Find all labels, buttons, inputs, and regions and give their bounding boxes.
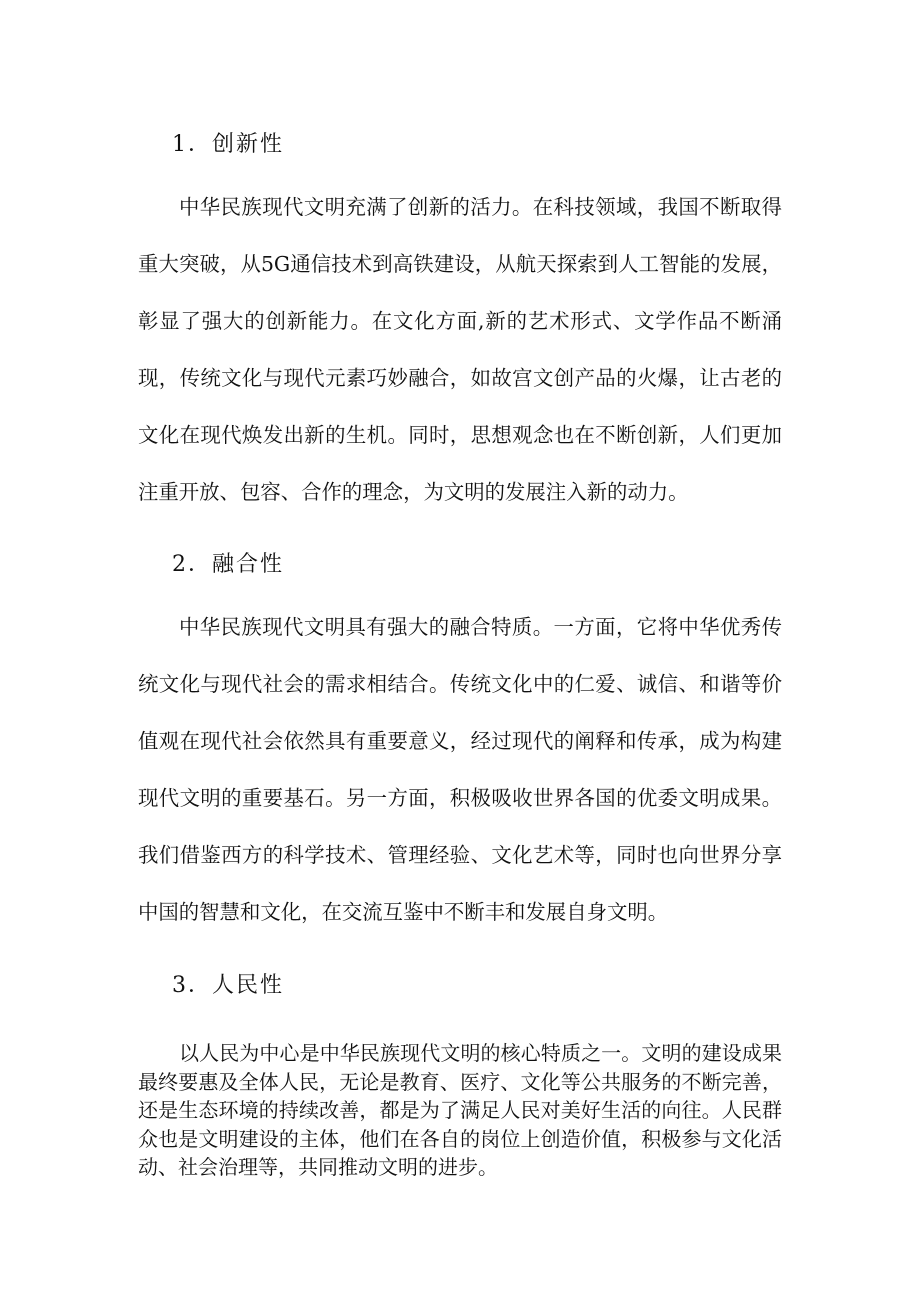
section-heading-innovation: 1．创新性: [172, 132, 284, 157]
section-heading-people: 3．人民性: [172, 973, 284, 998]
section-paragraph-people: 以人民为中心是中华民族现代文明的核心特质之一。文明的建设成果最终要惠及全体人民，无论是教育、医疗、文化等公共服务的不断完善，还是生态环境的持续改善，都是为了满足人民对美好生活的向往。人民群众也是文明建设的主体，他们在各自的岗位上创造价值，积极参与文化活动、社会治理等，共同推动文明的进步。: [138, 1041, 782, 1179]
section-paragraph-integration: 中华民族现代文明具有强大的融合特质。一方面，它将中华优秀传统文化与现代社会的需求相结合。传统文化中的仁爱、诚信、和谐等价值观在现代社会依然具有重要意义，经过现代的阐释和传承，成为构建现代文明的重要基石。另一方面，积极吸收世界各国的优委文明成果。我们借鉴西方的科学技术、管理经验、文化艺术等，同时也向世界分享中国的智慧和文化，在交流互鉴中不断丰和发展自身文明。: [138, 615, 782, 924]
section-paragraph-innovation: 中华民族现代文明充满了创新的活力。在科技领域，我国不断取得重大突破，从5G通信技术到高铁建设，从航天探索到人工智能的发展，彰显了强大的创新能力。在文化方面,新的艺术形式、文学作品不断涌现，传统文化与现代元素巧妙融合，如故宫文创产品的火爆，让古老的文化在现代焕发出新的生机。同时，思想观念也在不断创新，人们更加注重开放、包容、合作的理念，为文明的发展注入新的动力。: [138, 195, 782, 504]
section-heading-integration: 2．融合性: [172, 552, 284, 577]
